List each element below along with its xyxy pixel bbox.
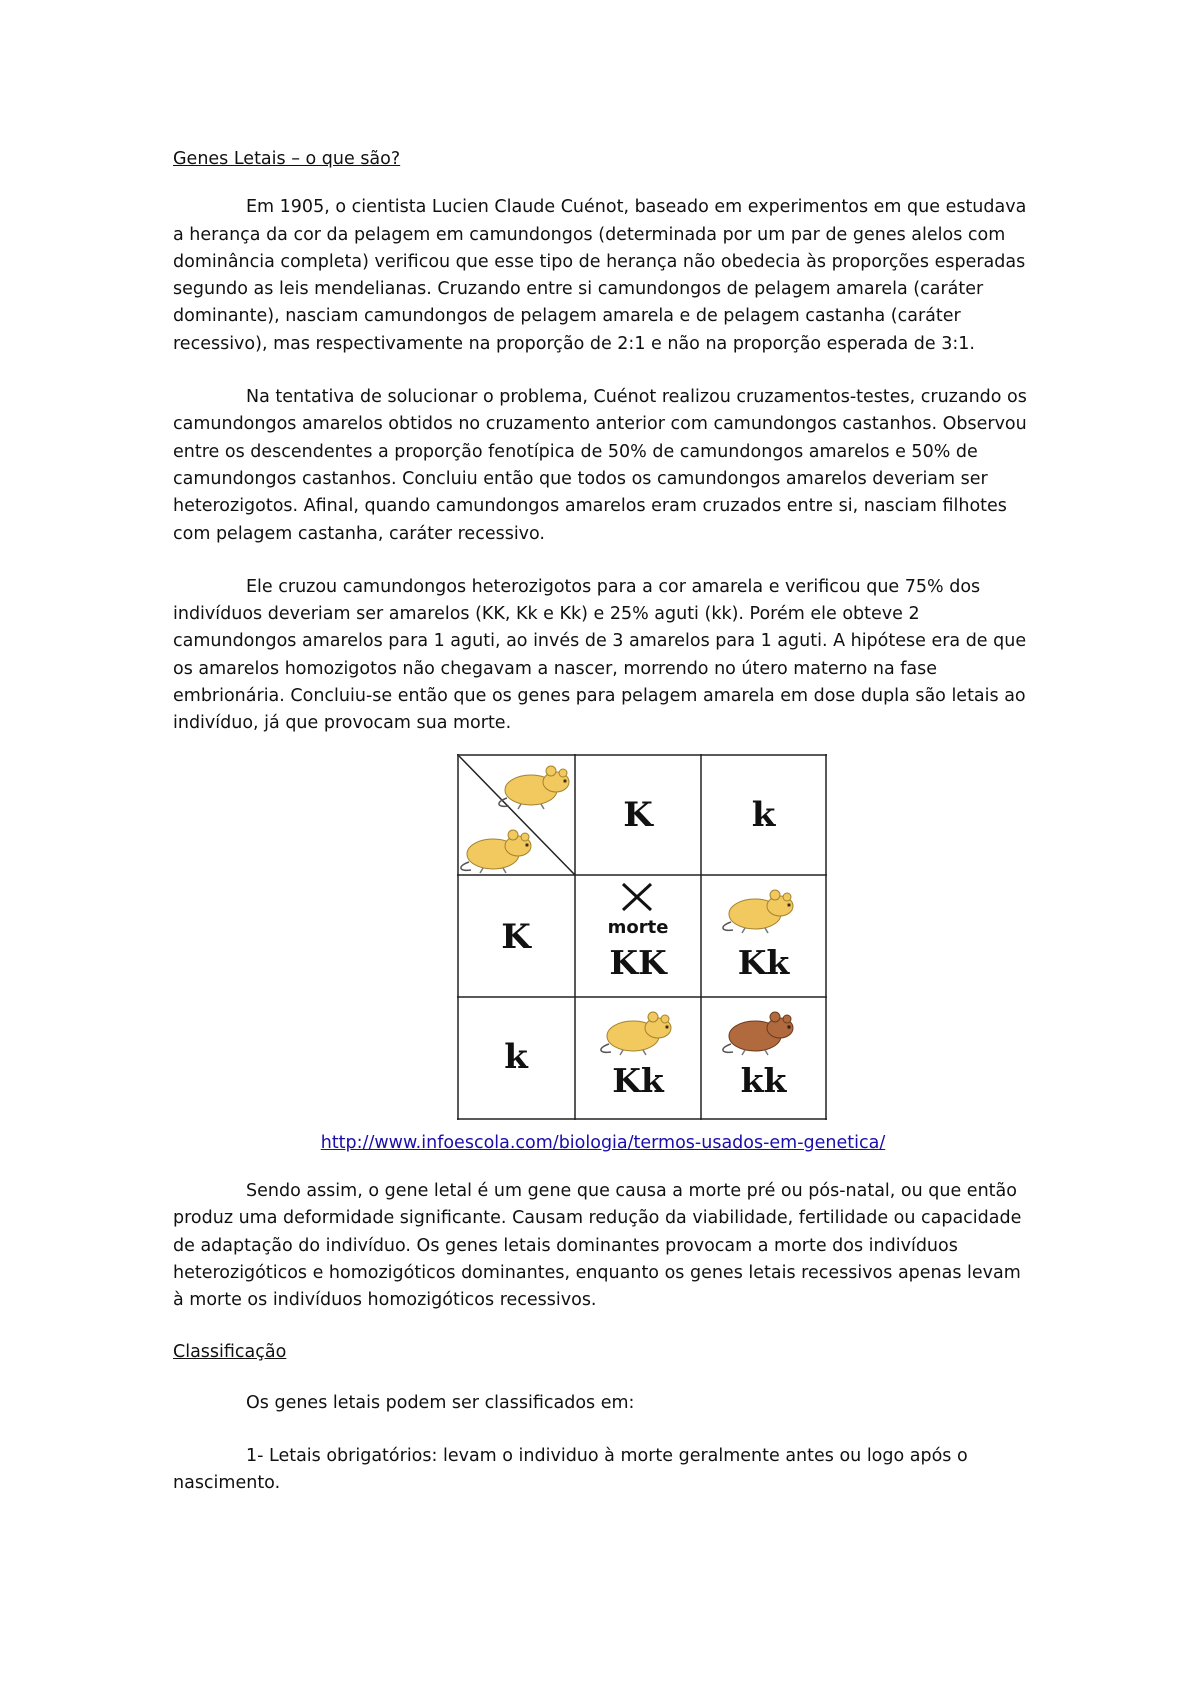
paragraph-3: Ele cruzou camundongos heterozigotos para a cor amarela e verificou que 75% dos indivíduos deveriam ser amarelos (KK, Kk e Kk) e 25% aguti (kk). Porém ele obteve 2 camundongos amarelos para 1 aguti, ao invés de 3 amarelos para 1 aguti. A hipótese era de que os amarelos homozigotos não chegavam a nascer, morrendo no útero materno na fase embrionária. Concluiu-se então que os genes para pelagem amarela em dose dupla são letais ao indivíduo, já que provocam sua morte. <box>173 576 1027 734</box>
source-link[interactable]: http://www.infoescola.com/biologia/termos-usados-em-genetica/ <box>320 1132 886 1153</box>
genotype-KK: KK <box>609 942 667 982</box>
genotype-Kk-top: Kk <box>737 942 790 982</box>
document-title: Genes Letais – o que são? <box>173 149 401 169</box>
col-header-1: K <box>623 794 653 835</box>
section-title: Classificação <box>173 1342 287 1363</box>
paragraph-4: Sendo assim, o gene letal é um gene que causa a morte pré ou pós-natal, ou que então produz uma deformidade significante. Causam redução da viabilidade, fertilidade ou capacidade de adaptação do indivíduo. Os genes letais dominantes provocam a morte dos indivíduos heterozigóticos e homozigóticos dominantes, enquanto os genes letais recessivos apenas levam à morte os indivíduos homozigóticos recessivos. <box>173 1180 1022 1311</box>
row-header-1: K <box>501 916 531 957</box>
section-intro: Os genes letais podem ser classificados em: <box>246 1392 635 1413</box>
col-header-2: k <box>751 794 776 835</box>
mouse-icon-left <box>461 830 531 873</box>
mouse-icon-Kk-bottom <box>601 1012 671 1055</box>
document-page <box>173 146 1033 1524</box>
genotype-kk: kk <box>740 1060 787 1100</box>
punnett-square-figure <box>457 754 827 1120</box>
death-cross-icon <box>623 884 651 910</box>
list-item-1: 1- Letais obrigatórios: levam o individuo à morte geralmente antes ou logo após o nascimento. <box>173 1446 968 1494</box>
genotype-Kk-bottom: Kk <box>612 1060 664 1100</box>
paragraph-1: Em 1905, o cientista Lucien Claude Cuénot, baseado em experimentos em que estudava a herança da cor da pelagem em camundongos (determinada por um par de genes alelos com dominância completa) verificou que esse tipo de herança não obedecia às proporções esperadas segundo as leis mendelianas. Cruzando entre si camundongos de pelagem amarela (caráter dominante), nasciam camundongos de pelagem amarela e de pelagem castanha (caráter recessivo), mas respectivamente na proporção de 2:1 e não na proporção esperada de 3:1. <box>173 197 1027 354</box>
death-label: morte <box>607 916 669 938</box>
paragraph-2: Na tentativa de solucionar o problema, Cuénot realizou cruzamentos-testes, cruzando os camundongos amarelos obtidos no cruzamento anterior com camundongos castanhos. Observou entre os descendentes a proporção fenotípica de 50% de camundongos amarelos e 50% de camundongos castanhos. Concluiu então que todos os camundongos amarelos deveriam ser heterozigotos. Afinal, quando camundongos amarelos eram cruzados entre si, nasciam filhotes com pelagem castanha, caráter recessivo. <box>173 387 1027 544</box>
source-link-line <box>173 1130 1033 1157</box>
row-header-2: k <box>504 1036 528 1077</box>
mouse-icon-Kk-top <box>723 890 793 933</box>
mouse-icon-top <box>499 766 569 809</box>
mouse-icon-kk <box>723 1012 793 1055</box>
